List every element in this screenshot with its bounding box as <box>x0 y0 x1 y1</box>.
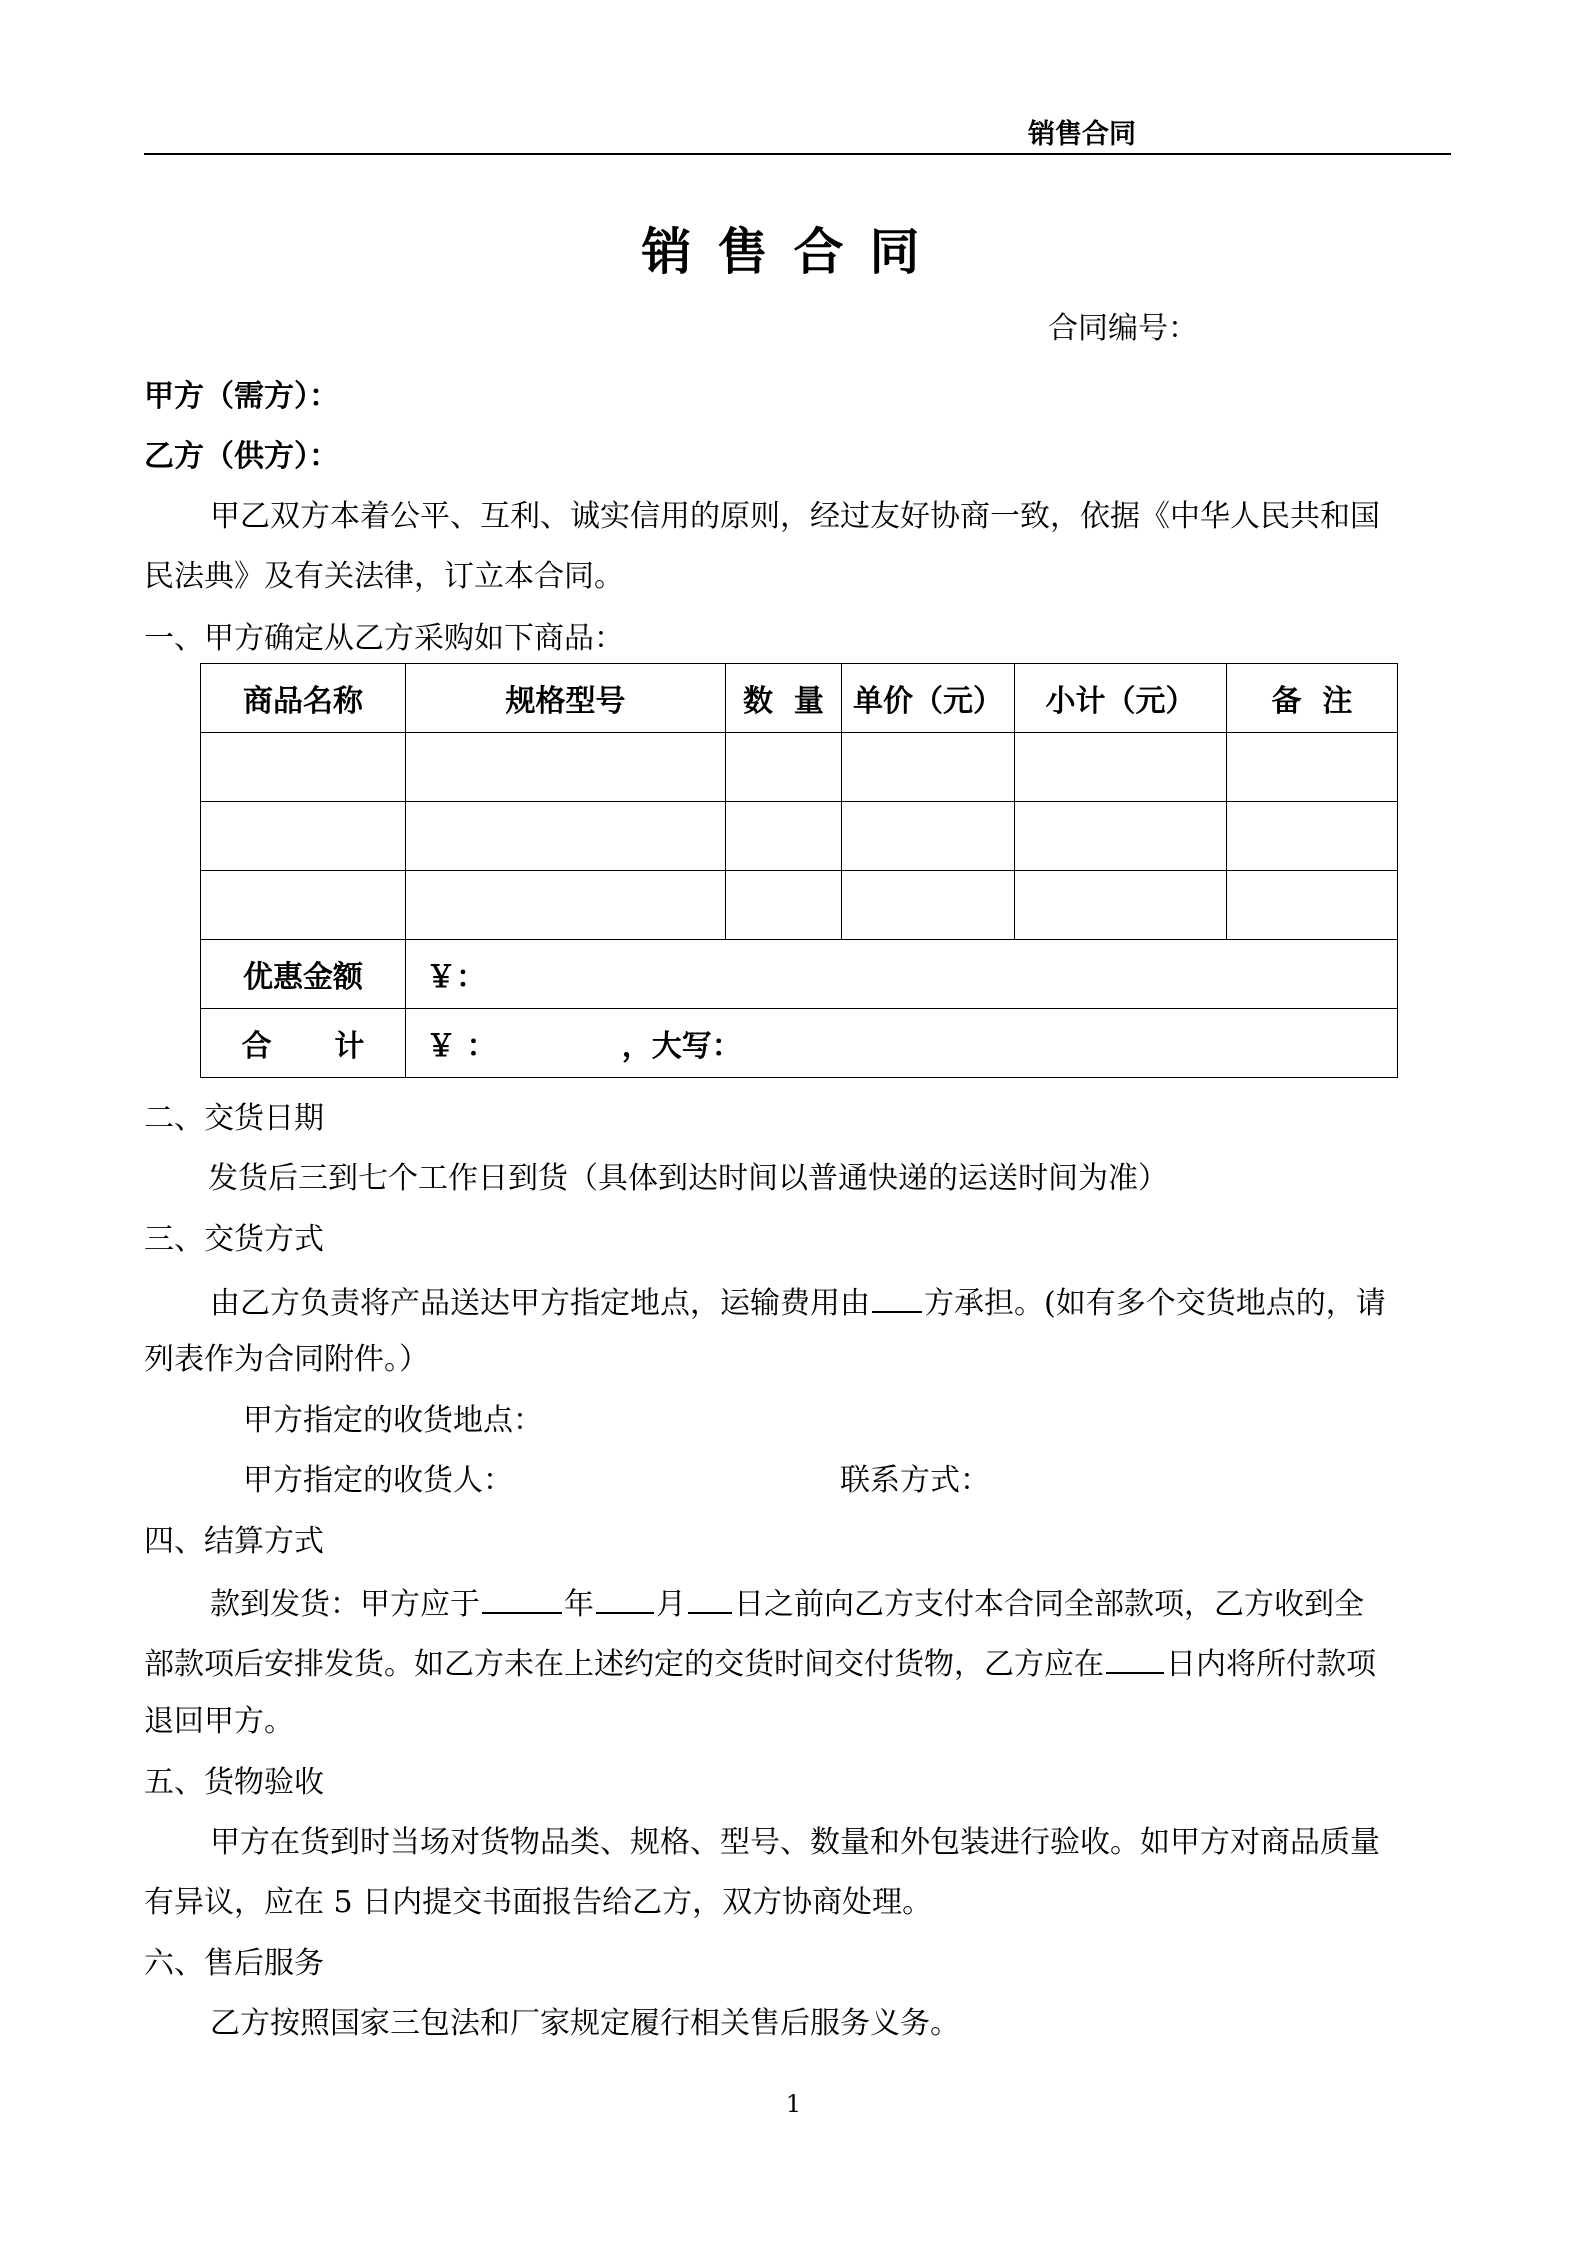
table-cell[interactable] <box>726 733 842 802</box>
col-header-unit-price: 单价（元） <box>842 664 1015 733</box>
table-cell[interactable] <box>201 733 406 802</box>
section-4-line-3: 退回甲方。 <box>144 1704 294 1739</box>
payment-month-blank[interactable] <box>596 1582 654 1614</box>
section-5-heading: 五、货物验收 <box>144 1765 324 1800</box>
page-number: 1 <box>785 2090 802 2118</box>
section-4-heading: 四、结算方式 <box>144 1524 324 1559</box>
table-cell[interactable] <box>1015 871 1227 940</box>
section-4-line-1 <box>210 1582 1364 1625</box>
table-cell[interactable] <box>1227 802 1398 871</box>
section-3-line-2: 列表作为合同附件。） <box>144 1342 429 1377</box>
section-5-line-1: 甲方在货到时当场对货物品类、规格、型号、数量和外包装进行验收。如甲方对商品质量 <box>210 1825 1380 1860</box>
section-3-line-1-a: 由乙方负责将产品送达甲方指定地点，运输费用由 <box>210 1286 870 1321</box>
intro-line-1: 甲乙双方本着公平、互利、诚实信用的原则，经过友好协商一致，依据《中华人民共和国 <box>210 499 1380 534</box>
section-2-heading: 二、交货日期 <box>144 1101 324 1136</box>
section-4-l2-b: 日内将所付款项 <box>1166 1647 1376 1682</box>
table-cell[interactable] <box>1015 802 1227 871</box>
table-cell[interactable] <box>406 733 726 802</box>
table-cell[interactable] <box>842 733 1015 802</box>
section-6-heading: 六、售后服务 <box>144 1946 324 1981</box>
col-header-remarks: 备 注 <box>1227 664 1398 733</box>
section-4-l1-c: 月 <box>656 1587 686 1622</box>
intro-line-2: 民法典》及有关法律，订立本合同。 <box>144 559 624 594</box>
table-cell[interactable] <box>1227 871 1398 940</box>
table-row <box>201 733 1398 802</box>
col-header-quantity: 数 量 <box>726 664 842 733</box>
col-header-product-name: 商品名称 <box>201 664 406 733</box>
table-cell[interactable] <box>842 871 1015 940</box>
document-title: 销售合同 <box>641 222 946 281</box>
total-value[interactable]: ￥ ： ，大写： <box>406 1009 1398 1078</box>
receiver-label: 甲方指定的收货人： <box>243 1463 513 1498</box>
discount-label: 优惠金额 <box>201 940 406 1009</box>
running-header-title: 销售合同 <box>1028 119 1136 150</box>
table-row <box>201 871 1398 940</box>
col-header-spec-model: 规格型号 <box>406 664 726 733</box>
section-4-l1-a: 款到发货：甲方应于 <box>210 1587 480 1622</box>
contact-label: 联系方式： <box>840 1463 990 1498</box>
discount-row <box>201 940 1398 1009</box>
section-3-heading: 三、交货方式 <box>144 1222 324 1257</box>
refund-days-blank[interactable] <box>1106 1642 1164 1674</box>
table-cell[interactable] <box>842 802 1015 871</box>
table-header-row <box>201 664 1398 733</box>
delivery-address-label: 甲方指定的收货地点： <box>243 1403 543 1438</box>
table-cell[interactable] <box>726 802 842 871</box>
payment-day-blank[interactable] <box>688 1582 732 1614</box>
section-3-line-1-b: 方承担。(如有多个交货地点的，请 <box>924 1286 1386 1321</box>
party-b-label: 乙方（供方）： <box>144 439 339 474</box>
section-1-heading: 一、甲方确定从乙方采购如下商品： <box>144 621 624 656</box>
table-cell[interactable] <box>201 871 406 940</box>
table-cell[interactable] <box>1227 733 1398 802</box>
table-cell[interactable] <box>406 871 726 940</box>
table-cell[interactable] <box>1015 733 1227 802</box>
contract-number-label: 合同编号： <box>1048 311 1198 346</box>
party-a-label: 甲方（需方）： <box>144 379 339 414</box>
total-label: 合 计 <box>201 1009 406 1078</box>
section-2-text: 发货后三到七个工作日到货（具体到达时间以普通快递的运送时间为准） <box>208 1161 1168 1196</box>
table-cell[interactable] <box>201 802 406 871</box>
total-row <box>201 1009 1398 1078</box>
payment-year-blank[interactable] <box>482 1582 562 1614</box>
section-4-l2-a: 部款项后安排发货。如乙方未在上述约定的交货时间交付货物，乙方应在 <box>144 1647 1104 1682</box>
section-5-line-2: 有异议，应在 5 日内提交书面报告给乙方，双方协商处理。 <box>144 1885 933 1920</box>
freight-party-blank[interactable] <box>872 1281 922 1313</box>
header-rule <box>144 153 1451 155</box>
section-3-line-1 <box>210 1281 1386 1324</box>
goods-table <box>200 663 1398 1078</box>
table-row <box>201 802 1398 871</box>
col-header-subtotal: 小计（元） <box>1015 664 1227 733</box>
section-4-line-2 <box>144 1642 1376 1685</box>
table-cell[interactable] <box>726 871 842 940</box>
section-4-l1-b: 年 <box>564 1587 594 1622</box>
section-6-text: 乙方按照国家三包法和厂家规定履行相关售后服务义务。 <box>210 2006 960 2041</box>
table-cell[interactable] <box>406 802 726 871</box>
section-4-l1-d: 日之前向乙方支付本合同全部款项，乙方收到全 <box>734 1587 1364 1622</box>
discount-value[interactable]: ￥： <box>406 940 1398 1009</box>
